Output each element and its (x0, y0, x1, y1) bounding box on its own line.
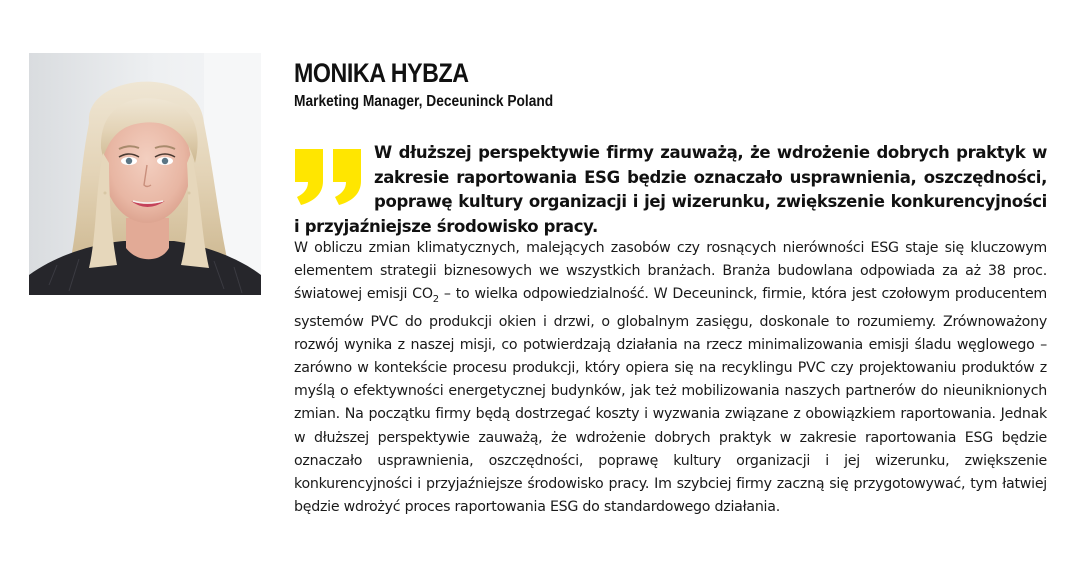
person-name: MONIKA HYBZA (294, 58, 469, 88)
portrait-illustration (29, 53, 261, 295)
portrait-photo (29, 53, 261, 295)
article-body-part2: – to wielka odpowiedzialność. W Deceuninck, firmie, która jest czołowym producentem systemów PVC do produkcji okien i drzwi, o globalnym zasięgu, doskonale to rozumiemy. Zrównoważony rozwój wynika z naszej misji, co potwierdzają działania na rzecz minimalizowania emisji śladu węglowego – zarówno w kontekście procesu produkcji, który opiera się na recyklingu PVC czy projektowaniu produktów z myślą o efektywności energetycznej budynków, jak też mobilizowania naszych partnerów do nieuniknionych zmian. Na początku firmy będą dostrzegać koszty i wyzwania związane z obowiązkiem raportowania. Jednak w dłuższej perspektywie zauważą, że wdrożenie dobrych praktyk w zakresie raportowania ESG będzie oznaczało usprawnienia, oszczędności, poprawę kultury organizacji i jej wizerunku, zwiększenie konkurencyjności i przyjaźniejsze środowisko pracy. Im szybciej firmy zaczną się przygotowywać, tym łatwiej będzie wdrożyć proces raportowania ESG do standardowego działania. (294, 286, 1047, 515)
pull-quote (294, 141, 1047, 239)
person-role: Marketing Manager, Deceuninck Poland (294, 93, 554, 110)
article-body (294, 237, 1047, 519)
pull-quote-text: W dłuższej perspektywie firmy zauważą, że wdrożenie dobrych praktyk w zakresie raportowania ESG będzie oznaczało usprawnienia, oszczędności, poprawę kultury organizacji i jej wizerunku, zwiększenie konkurencyjności i przyjaźniejsze środowisko pracy. (294, 143, 1047, 236)
article-body-part1: W obliczu zmian klimatycznych, malejących zasobów czy rosnących nierówności ESG staje się kluczowym elementem strategii biznesowych we wszystkich branżach. Branża budowlana odpowiada za aż 38 proc. światowej emisji CO (294, 240, 1047, 303)
co2-subscript: 2 (432, 294, 439, 306)
